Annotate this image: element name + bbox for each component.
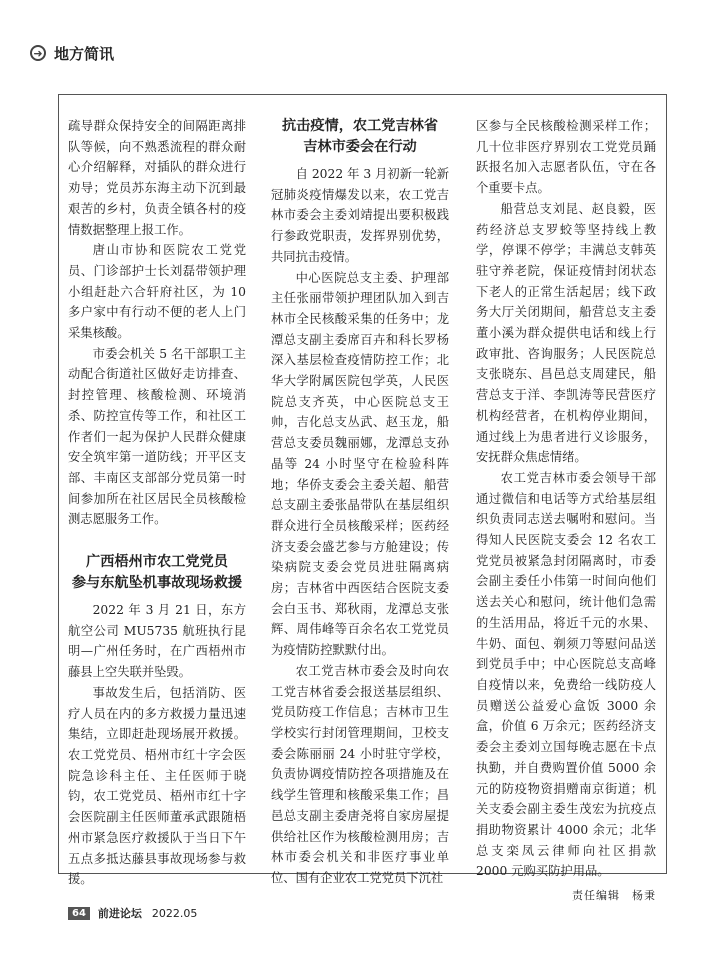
- heading-line: 参与东航坠机事故现场救援: [71, 575, 243, 592]
- section-header: [30, 40, 114, 66]
- paragraph: 农工党吉林市委会领导干部通过微信和电话等方式给基层组织负责同志送去嘱咐和慰问。当得知人民医院支委会 12 名农工党党员被紧急封闭隔离时，市委会副主委任小伟第一时间向他们送去关心和慰问，统计他们急需的生活用品，将近千元的水果、牛奶、面包、剃须刀等慰问品送到党员手中；中心医院总支高峰自疫情以来，免费给一线防疫人员赠送公益爱心盒饭 3000 余盒，价值 6 万余元；医药经济支委会主委刘立国每晚志愿在卡点执勤，并自费购置价值 5000 余元的防疫物资捐赠南京街道；机关支委会副主委生茂宏为抗疫点捐助物资累计 4000 余元；北华总支栾凤云律师向社区捐款 2000 元购买防护用品。: [476, 470, 656, 879]
- heading-line: 抗击疫情，农工党吉林省: [281, 118, 439, 134]
- paragraph: 事故发生后，包括消防、医疗人员在内的多方救援力量迅速集结，立即赶赴现场展开救援。农工党党员、梧州市红十字会医院急诊科主任、主任医师于晓钧，农工党党员、梧州市红十字会医院副主任医师董承武跟随梧州市紧急医疗救援队于当日下午五点多抵达藤县事故现场参与救援。: [68, 685, 246, 887]
- page-number: 64: [68, 907, 90, 920]
- column-3: [476, 116, 656, 907]
- article-heading: [68, 552, 246, 594]
- paragraph: 船营总支刘昆、赵良毅，医药经济总支罗蛟等坚持线上教学，停课不停学；丰满总支韩英驻守养老院，保证疫情封闭状态下老人的正常生活起居；线下政务大厅关闭期间，船营总支主委董小溪为群众提供电话和线上行政审批、咨询服务；人民医院总支张晓东、昌邑总支周建民，船营总支于洋、李凯涛等民营医疗机构经营者，在机构停业期间，通过线上为患者进行义诊服务，安抚群众焦虑情绪。: [476, 201, 656, 465]
- paragraph: 唐山市协和医院农工党党员、门诊部护士长刘磊带领护理小组赶赴六合轩府社区，为 10 多户家中有行动不便的老人上门采集核酸。: [68, 243, 246, 341]
- heading-line: 吉林市委会在行动: [303, 139, 417, 155]
- column-2: [271, 116, 449, 889]
- paragraph: 区参与全民核酸检测采样工作；几十位非医疗界别农工党党员踊跃报名加入志愿者队伍，守在各个重要卡点。: [476, 119, 656, 196]
- issue-number: 2022.05: [151, 906, 198, 920]
- paragraph: 疏导群众保持安全的间隔距离排队等候，向不熟悉流程的群众耐心介绍解释，对插队的群众进行劝导；党员苏东海主动下沉到最艰苦的乡村，负责全镇各村的疫情数据整理上报工作。: [68, 119, 246, 237]
- page-footer: [68, 905, 197, 921]
- heading-line: 广西梧州市农工党党员: [86, 554, 228, 571]
- paragraph: 市委会机关 5 名干部职工主动配合街道社区做好走访排查、封控管理、核酸检测、环境消杀、防控宣传等工作，和社区工作者们一起为保护人民群众健康安全筑牢第一道防线；开平区支部、丰南区支部部分党员第一时间参加所在社区居民全员核酸检测志愿服务工作。: [68, 346, 246, 527]
- section-title: 地方简讯: [54, 44, 115, 63]
- circle-arrow-icon: ➜: [30, 45, 46, 61]
- column-1: [68, 116, 246, 890]
- paragraph: 2022 年 3 月 21 日，东方航空公司 MU5735 航班执行昆明—广州任务时，在广西梧州市藤县上空失联并坠毁。: [68, 603, 246, 680]
- journal-name: 前进论坛: [97, 907, 142, 920]
- article-heading: [271, 116, 449, 158]
- paragraph: 中心医院总支主委、护理部主任张丽带领护理团队加入到吉林市全民核酸采集的任务中；龙潭总支副主委席百卉和科长罗杨深入基层检查疫情防控工作；北华大学附属医院包学英，人民医院总支齐英，中心医院总支王帅，吉化总支丛武、赵玉龙，船营总支委员魏丽娜，龙潭总支孙晶等 24 小时坚守在检验科阵地；华侨支委会主委关超、船营总支副主委张晶带队在基层组织群众进行全员核酸采样；医药经济支委会盛艺参与方舱建设；传染病院支委会党员进驻隔离病房；吉林省中西医结合医院支委会白玉书、郑秋雨，龙潭总支张辉、周伟峰等百余名农工党党员为疫情防控默默付出。: [271, 270, 449, 658]
- editor-credit: 责任编辑 杨秉: [572, 889, 656, 903]
- paragraph: 农工党吉林市委会及时向农工党吉林省委会报送基层组织、党员防疫工作信息；吉林市卫生学校实行封闭管理期间，卫校支委会陈丽丽 24 小时驻守学校，负责协调疫情防控各项措施及在线学生管理和核酸采集工作；昌邑总支副主委唐尧将自家房屋提供给社区作为核酸检测用房；吉林市委会机关和非医疗事业单位、国有企业农工党党员下沉社: [271, 663, 449, 885]
- paragraph: 自 2022 年 3 月初新一轮新冠肺炎疫情爆发以来，农工党吉林市委会主委刘靖提出要积极践行参政党职责，发挥界别优势，共同抗击疫情。: [271, 167, 449, 264]
